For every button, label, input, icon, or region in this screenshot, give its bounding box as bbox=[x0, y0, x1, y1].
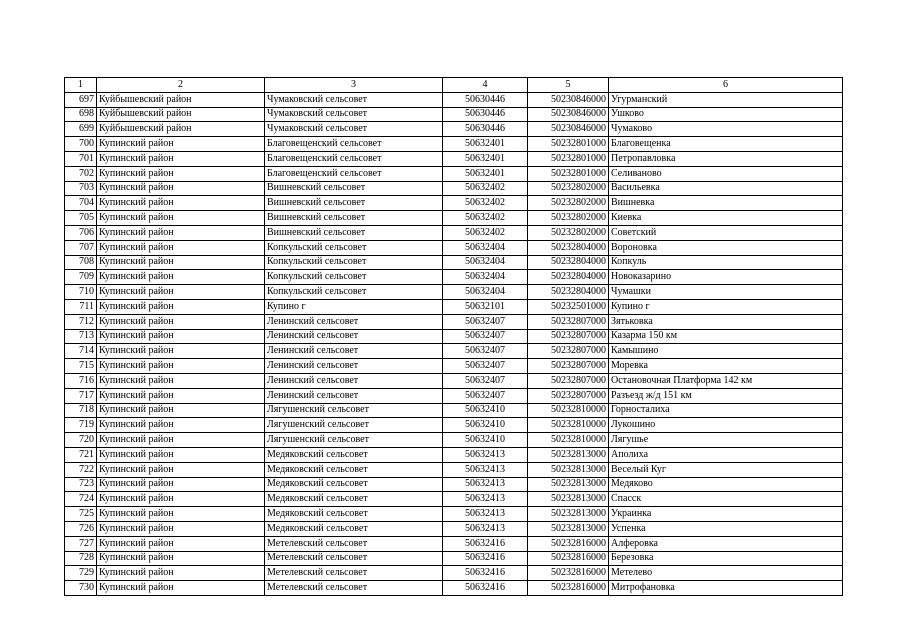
table-row bbox=[65, 166, 843, 181]
row-number-cell: 718 bbox=[65, 403, 97, 418]
oktmo-code-cell: 50632101 bbox=[443, 299, 528, 314]
column-header: 3 bbox=[265, 78, 443, 93]
district-cell: Купинский район bbox=[97, 299, 265, 314]
oktmo-code-cell: 50632404 bbox=[443, 240, 528, 255]
row-number-cell: 726 bbox=[65, 521, 97, 536]
okato-code-cell: 50232801000 bbox=[528, 166, 609, 181]
district-cell: Куйбышевский район bbox=[97, 122, 265, 137]
oktmo-code-cell: 50632401 bbox=[443, 151, 528, 166]
council-cell: Благовещенский сельсовет bbox=[265, 166, 443, 181]
oktmo-code-cell: 50632413 bbox=[443, 477, 528, 492]
district-cell: Купинский район bbox=[97, 166, 265, 181]
oktmo-code-cell: 50632407 bbox=[443, 388, 528, 403]
settlement-name-cell: Веселый Куг bbox=[609, 462, 843, 477]
settlement-name-cell: Вороновка bbox=[609, 240, 843, 255]
okato-code-cell: 50232501000 bbox=[528, 299, 609, 314]
settlements-table bbox=[64, 77, 843, 596]
table-row bbox=[65, 403, 843, 418]
settlement-name-cell: Угурманский bbox=[609, 92, 843, 107]
table-row bbox=[65, 329, 843, 344]
settlement-name-cell: Митрофановка bbox=[609, 581, 843, 596]
oktmo-code-cell: 50632402 bbox=[443, 211, 528, 226]
row-number-cell: 702 bbox=[65, 166, 97, 181]
council-cell: Копкульский сельсовет bbox=[265, 240, 443, 255]
council-cell: Вишневский сельсовет bbox=[265, 196, 443, 211]
okato-code-cell: 50232813000 bbox=[528, 492, 609, 507]
district-cell: Купинский район bbox=[97, 240, 265, 255]
oktmo-code-cell: 50632407 bbox=[443, 329, 528, 344]
table-row bbox=[65, 151, 843, 166]
council-cell: Метелевский сельсовет bbox=[265, 566, 443, 581]
okato-code-cell: 50232813000 bbox=[528, 477, 609, 492]
council-cell: Медяковский сельсовет bbox=[265, 492, 443, 507]
table-header-row bbox=[65, 78, 843, 93]
row-number-cell: 704 bbox=[65, 196, 97, 211]
okato-code-cell: 50232807000 bbox=[528, 344, 609, 359]
district-cell: Купинский район bbox=[97, 255, 265, 270]
settlement-name-cell: Вишневка bbox=[609, 196, 843, 211]
table-row bbox=[65, 122, 843, 137]
council-cell: Медяковский сельсовет bbox=[265, 477, 443, 492]
oktmo-code-cell: 50632413 bbox=[443, 492, 528, 507]
district-cell: Купинский район bbox=[97, 477, 265, 492]
district-cell: Купинский район bbox=[97, 551, 265, 566]
table-body bbox=[65, 92, 843, 595]
row-number-cell: 719 bbox=[65, 418, 97, 433]
table-row bbox=[65, 477, 843, 492]
oktmo-code-cell: 50632402 bbox=[443, 196, 528, 211]
oktmo-code-cell: 50632410 bbox=[443, 403, 528, 418]
okato-code-cell: 50230846000 bbox=[528, 92, 609, 107]
okato-code-cell: 50232807000 bbox=[528, 314, 609, 329]
table-row bbox=[65, 551, 843, 566]
row-number-cell: 701 bbox=[65, 151, 97, 166]
oktmo-code-cell: 50632404 bbox=[443, 270, 528, 285]
district-cell: Купинский район bbox=[97, 196, 265, 211]
district-cell: Купинский район bbox=[97, 211, 265, 226]
table-row bbox=[65, 137, 843, 152]
okato-code-cell: 50232801000 bbox=[528, 137, 609, 152]
district-cell: Купинский район bbox=[97, 566, 265, 581]
council-cell: Благовещенский сельсовет bbox=[265, 137, 443, 152]
table-row bbox=[65, 285, 843, 300]
table-row bbox=[65, 521, 843, 536]
settlement-name-cell: Горносталиха bbox=[609, 403, 843, 418]
council-cell: Благовещенский сельсовет bbox=[265, 151, 443, 166]
council-cell: Копкульский сельсовет bbox=[265, 270, 443, 285]
district-cell: Куйбышевский район bbox=[97, 92, 265, 107]
table-row bbox=[65, 255, 843, 270]
oktmo-code-cell: 50632401 bbox=[443, 166, 528, 181]
settlement-name-cell: Лукошино bbox=[609, 418, 843, 433]
settlement-name-cell: Алферовка bbox=[609, 536, 843, 551]
okato-code-cell: 50232807000 bbox=[528, 388, 609, 403]
oktmo-code-cell: 50632416 bbox=[443, 566, 528, 581]
okato-code-cell: 50232813000 bbox=[528, 462, 609, 477]
row-number-cell: 698 bbox=[65, 107, 97, 122]
row-number-cell: 730 bbox=[65, 581, 97, 596]
oktmo-code-cell: 50632407 bbox=[443, 314, 528, 329]
district-cell: Купинский район bbox=[97, 433, 265, 448]
okato-code-cell: 50232807000 bbox=[528, 329, 609, 344]
settlement-name-cell: Лягушье bbox=[609, 433, 843, 448]
table-row bbox=[65, 447, 843, 462]
district-cell: Купинский район bbox=[97, 507, 265, 522]
okato-code-cell: 50230846000 bbox=[528, 122, 609, 137]
table-row bbox=[65, 181, 843, 196]
column-header: 4 bbox=[443, 78, 528, 93]
settlement-name-cell: Селиваново bbox=[609, 166, 843, 181]
oktmo-code-cell: 50632410 bbox=[443, 418, 528, 433]
council-cell: Чумаковский сельсовет bbox=[265, 107, 443, 122]
district-cell: Купинский район bbox=[97, 521, 265, 536]
council-cell: Вишневский сельсовет bbox=[265, 225, 443, 240]
okato-code-cell: 50230846000 bbox=[528, 107, 609, 122]
settlement-name-cell: Чумаково bbox=[609, 122, 843, 137]
settlement-name-cell: Киевка bbox=[609, 211, 843, 226]
okato-code-cell: 50232816000 bbox=[528, 581, 609, 596]
row-number-cell: 722 bbox=[65, 462, 97, 477]
okato-code-cell: 50232816000 bbox=[528, 566, 609, 581]
table-row bbox=[65, 507, 843, 522]
row-number-cell: 725 bbox=[65, 507, 97, 522]
row-number-cell: 717 bbox=[65, 388, 97, 403]
okato-code-cell: 50232813000 bbox=[528, 521, 609, 536]
settlement-name-cell: Березовка bbox=[609, 551, 843, 566]
row-number-cell: 703 bbox=[65, 181, 97, 196]
district-cell: Купинский район bbox=[97, 181, 265, 196]
table-row bbox=[65, 373, 843, 388]
settlement-name-cell: Благовещенка bbox=[609, 137, 843, 152]
settlement-name-cell: Успенка bbox=[609, 521, 843, 536]
settlement-name-cell: Камышино bbox=[609, 344, 843, 359]
table-row bbox=[65, 299, 843, 314]
oktmo-code-cell: 50632416 bbox=[443, 536, 528, 551]
district-cell: Купинский район bbox=[97, 225, 265, 240]
council-cell: Метелевский сельсовет bbox=[265, 536, 443, 551]
oktmo-code-cell: 50632407 bbox=[443, 359, 528, 374]
settlement-name-cell: Копкуль bbox=[609, 255, 843, 270]
table-row bbox=[65, 581, 843, 596]
okato-code-cell: 50232807000 bbox=[528, 373, 609, 388]
council-cell: Лягушенский сельсовет bbox=[265, 403, 443, 418]
district-cell: Купинский район bbox=[97, 388, 265, 403]
row-number-cell: 707 bbox=[65, 240, 97, 255]
council-cell: Копкульский сельсовет bbox=[265, 285, 443, 300]
okato-code-cell: 50232810000 bbox=[528, 403, 609, 418]
settlement-name-cell: Советский bbox=[609, 225, 843, 240]
table-row bbox=[65, 196, 843, 211]
council-cell: Купино г bbox=[265, 299, 443, 314]
row-number-cell: 700 bbox=[65, 137, 97, 152]
council-cell: Вишневский сельсовет bbox=[265, 181, 443, 196]
okato-code-cell: 50232802000 bbox=[528, 181, 609, 196]
table-row bbox=[65, 536, 843, 551]
settlement-name-cell: Разъезд ж/д 151 км bbox=[609, 388, 843, 403]
district-cell: Купинский район bbox=[97, 285, 265, 300]
row-number-cell: 699 bbox=[65, 122, 97, 137]
district-cell: Купинский район bbox=[97, 151, 265, 166]
table-row bbox=[65, 433, 843, 448]
district-cell: Купинский район bbox=[97, 329, 265, 344]
district-cell: Купинский район bbox=[97, 359, 265, 374]
oktmo-code-cell: 50632407 bbox=[443, 344, 528, 359]
row-number-cell: 708 bbox=[65, 255, 97, 270]
settlement-name-cell: Ушково bbox=[609, 107, 843, 122]
okato-code-cell: 50232813000 bbox=[528, 507, 609, 522]
oktmo-code-cell: 50632413 bbox=[443, 507, 528, 522]
oktmo-code-cell: 50632402 bbox=[443, 225, 528, 240]
settlement-name-cell: Зятьковка bbox=[609, 314, 843, 329]
settlement-name-cell: Петропавловка bbox=[609, 151, 843, 166]
district-cell: Купинский район bbox=[97, 462, 265, 477]
oktmo-code-cell: 50632413 bbox=[443, 447, 528, 462]
row-number-cell: 713 bbox=[65, 329, 97, 344]
table-row bbox=[65, 359, 843, 374]
okato-code-cell: 50232802000 bbox=[528, 211, 609, 226]
district-cell: Купинский район bbox=[97, 314, 265, 329]
council-cell: Вишневский сельсовет bbox=[265, 211, 443, 226]
oktmo-code-cell: 50632416 bbox=[443, 581, 528, 596]
oktmo-code-cell: 50632402 bbox=[443, 181, 528, 196]
row-number-cell: 720 bbox=[65, 433, 97, 448]
okato-code-cell: 50232801000 bbox=[528, 151, 609, 166]
column-header: 5 bbox=[528, 78, 609, 93]
row-number-cell: 711 bbox=[65, 299, 97, 314]
oktmo-code-cell: 50632413 bbox=[443, 521, 528, 536]
table-row bbox=[65, 225, 843, 240]
table-row bbox=[65, 418, 843, 433]
row-number-cell: 706 bbox=[65, 225, 97, 240]
oktmo-code-cell: 50630446 bbox=[443, 122, 528, 137]
district-cell: Купинский район bbox=[97, 137, 265, 152]
row-number-cell: 728 bbox=[65, 551, 97, 566]
district-cell: Купинский район bbox=[97, 403, 265, 418]
okato-code-cell: 50232804000 bbox=[528, 285, 609, 300]
settlement-name-cell: Моревка bbox=[609, 359, 843, 374]
council-cell: Ленинский сельсовет bbox=[265, 314, 443, 329]
column-header: 6 bbox=[609, 78, 843, 93]
settlement-name-cell: Спасск bbox=[609, 492, 843, 507]
row-number-cell: 705 bbox=[65, 211, 97, 226]
settlement-name-cell: Новоказарино bbox=[609, 270, 843, 285]
council-cell: Ленинский сельсовет bbox=[265, 373, 443, 388]
district-cell: Купинский район bbox=[97, 536, 265, 551]
okato-code-cell: 50232804000 bbox=[528, 270, 609, 285]
column-header: 2 bbox=[97, 78, 265, 93]
table-row bbox=[65, 314, 843, 329]
okato-code-cell: 50232807000 bbox=[528, 359, 609, 374]
council-cell: Ленинский сельсовет bbox=[265, 329, 443, 344]
okato-code-cell: 50232804000 bbox=[528, 240, 609, 255]
row-number-cell: 721 bbox=[65, 447, 97, 462]
council-cell: Метелевский сельсовет bbox=[265, 581, 443, 596]
okato-code-cell: 50232802000 bbox=[528, 225, 609, 240]
okato-code-cell: 50232816000 bbox=[528, 536, 609, 551]
council-cell: Медяковский сельсовет bbox=[265, 521, 443, 536]
table-row bbox=[65, 566, 843, 581]
oktmo-code-cell: 50632410 bbox=[443, 433, 528, 448]
council-cell: Метелевский сельсовет bbox=[265, 551, 443, 566]
settlement-name-cell: Чумашки bbox=[609, 285, 843, 300]
district-cell: Купинский район bbox=[97, 447, 265, 462]
row-number-cell: 709 bbox=[65, 270, 97, 285]
table-row bbox=[65, 240, 843, 255]
council-cell: Медяковский сельсовет bbox=[265, 447, 443, 462]
council-cell: Чумаковский сельсовет bbox=[265, 122, 443, 137]
row-number-cell: 727 bbox=[65, 536, 97, 551]
oktmo-code-cell: 50630446 bbox=[443, 92, 528, 107]
table-row bbox=[65, 211, 843, 226]
okato-code-cell: 50232802000 bbox=[528, 196, 609, 211]
row-number-cell: 715 bbox=[65, 359, 97, 374]
council-cell: Копкульский сельсовет bbox=[265, 255, 443, 270]
row-number-cell: 714 bbox=[65, 344, 97, 359]
row-number-cell: 712 bbox=[65, 314, 97, 329]
district-cell: Купинский район bbox=[97, 418, 265, 433]
oktmo-code-cell: 50632413 bbox=[443, 462, 528, 477]
council-cell: Ленинский сельсовет bbox=[265, 388, 443, 403]
row-number-cell: 697 bbox=[65, 92, 97, 107]
table-row bbox=[65, 462, 843, 477]
oktmo-code-cell: 50632401 bbox=[443, 137, 528, 152]
settlement-name-cell: Метелево bbox=[609, 566, 843, 581]
council-cell: Ленинский сельсовет bbox=[265, 344, 443, 359]
okato-code-cell: 50232810000 bbox=[528, 433, 609, 448]
row-number-cell: 723 bbox=[65, 477, 97, 492]
council-cell: Медяковский сельсовет bbox=[265, 507, 443, 522]
district-cell: Куйбышевский район bbox=[97, 107, 265, 122]
row-number-cell: 716 bbox=[65, 373, 97, 388]
oktmo-code-cell: 50632404 bbox=[443, 255, 528, 270]
council-cell: Медяковский сельсовет bbox=[265, 462, 443, 477]
district-cell: Купинский район bbox=[97, 270, 265, 285]
oktmo-code-cell: 50632407 bbox=[443, 373, 528, 388]
row-number-cell: 724 bbox=[65, 492, 97, 507]
settlement-name-cell: Остановочная Платформа 142 км bbox=[609, 373, 843, 388]
okato-code-cell: 50232810000 bbox=[528, 418, 609, 433]
table-row bbox=[65, 388, 843, 403]
row-number-cell: 729 bbox=[65, 566, 97, 581]
okato-code-cell: 50232813000 bbox=[528, 447, 609, 462]
council-cell: Ленинский сельсовет bbox=[265, 359, 443, 374]
table-row bbox=[65, 270, 843, 285]
district-cell: Купинский район bbox=[97, 581, 265, 596]
council-cell: Лягушенский сельсовет bbox=[265, 418, 443, 433]
district-cell: Купинский район bbox=[97, 344, 265, 359]
row-number-cell: 710 bbox=[65, 285, 97, 300]
council-cell: Лягушенский сельсовет bbox=[265, 433, 443, 448]
settlement-name-cell: Медяково bbox=[609, 477, 843, 492]
settlement-name-cell: Васильевка bbox=[609, 181, 843, 196]
council-cell: Чумаковский сельсовет bbox=[265, 92, 443, 107]
settlement-name-cell: Аполиха bbox=[609, 447, 843, 462]
okato-code-cell: 50232816000 bbox=[528, 551, 609, 566]
oktmo-code-cell: 50632416 bbox=[443, 551, 528, 566]
settlement-name-cell: Купино г bbox=[609, 299, 843, 314]
settlement-name-cell: Украинка bbox=[609, 507, 843, 522]
table-row bbox=[65, 92, 843, 107]
column-header: 1 bbox=[65, 78, 97, 93]
district-cell: Купинский район bbox=[97, 373, 265, 388]
okato-code-cell: 50232804000 bbox=[528, 255, 609, 270]
district-cell: Купинский район bbox=[97, 492, 265, 507]
table-row bbox=[65, 492, 843, 507]
table-row bbox=[65, 344, 843, 359]
table-row bbox=[65, 107, 843, 122]
oktmo-code-cell: 50632404 bbox=[443, 285, 528, 300]
settlement-name-cell: Казарма 150 км bbox=[609, 329, 843, 344]
oktmo-code-cell: 50630446 bbox=[443, 107, 528, 122]
